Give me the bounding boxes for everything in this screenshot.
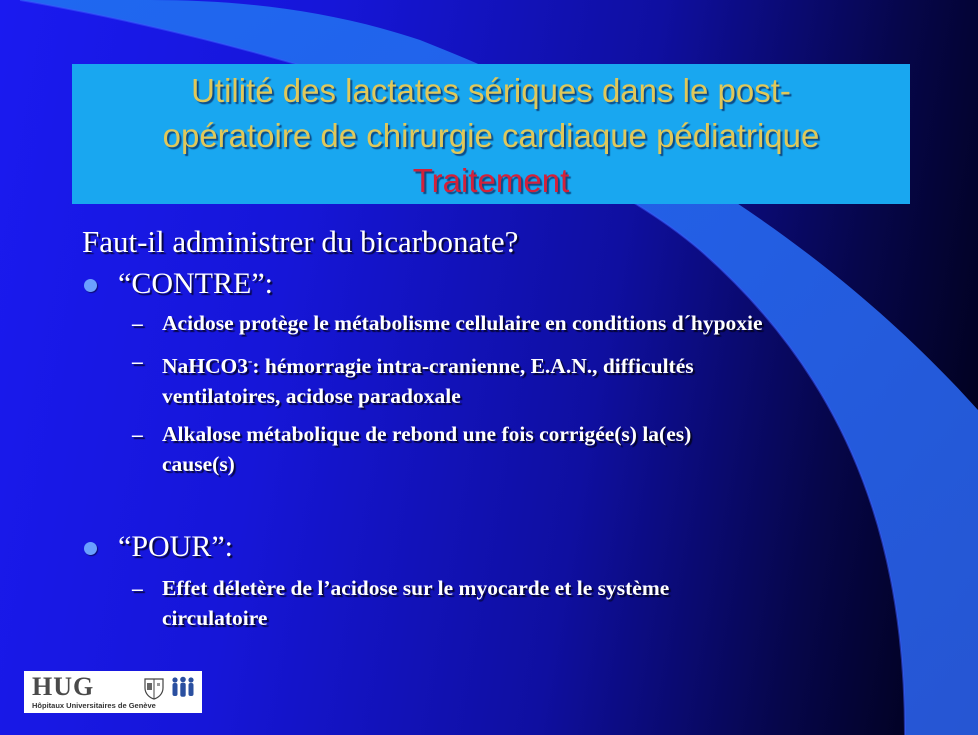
contre-item-3	[82, 419, 942, 479]
logo-subtitle: Hôpitaux Universitaires de Genève	[32, 701, 156, 710]
contre-item-1	[82, 308, 942, 338]
bullet-dot-icon	[84, 279, 97, 292]
bullet-pour-label: “POUR”:	[118, 530, 233, 564]
title-line-1: Utilité des lactates sériques dans le post-	[191, 72, 791, 109]
contre-item-3-text-a: Alkalose métabolique de rebond une fois corrigée(s) la(es)	[162, 422, 692, 447]
geneva-crest-icon	[144, 678, 164, 700]
pour-item-1-text-b: circulatoire	[162, 606, 268, 631]
logo-name: HUG	[32, 672, 95, 701]
slide-content	[82, 222, 942, 633]
contre-item-2-text-b: : hémorragie intra-cranienne, E.A.N., difficultés	[252, 354, 694, 379]
dash-icon: –	[132, 349, 143, 373]
contre-item-2-superscript: -	[248, 353, 253, 368]
pour-item-1-text-a: Effet déletère de l’acidose sur le myocarde et le système	[162, 576, 670, 601]
hug-logo	[24, 671, 202, 713]
content-heading: Faut-il administrer du bicarbonate?	[82, 224, 519, 259]
title-subtitle: Traitement	[412, 162, 570, 199]
title-line-2: opératoire de chirurgie cardiaque pédiatrique	[162, 117, 820, 154]
dash-icon: –	[132, 422, 143, 447]
contre-item-2-text-c: ventilatoires, acidose paradoxale	[162, 384, 461, 409]
bullet-contre-label: “CONTRE”:	[118, 267, 273, 300]
contre-item-2-text-a: NaHCO3	[162, 354, 248, 379]
people-icon	[170, 676, 196, 698]
dash-icon: –	[132, 576, 143, 601]
pour-item-1	[82, 573, 942, 633]
contre-item-1-text: Acidose protège le métabolisme cellulaire en conditions d´hypoxie	[162, 311, 763, 335]
title-box	[72, 64, 910, 204]
contre-item-2	[82, 346, 942, 411]
bullet-contre	[82, 266, 942, 302]
bullet-pour	[82, 529, 942, 565]
dash-icon: –	[132, 311, 143, 335]
bullet-dot-icon	[84, 542, 97, 555]
contre-item-3-text-b: cause(s)	[162, 452, 235, 477]
